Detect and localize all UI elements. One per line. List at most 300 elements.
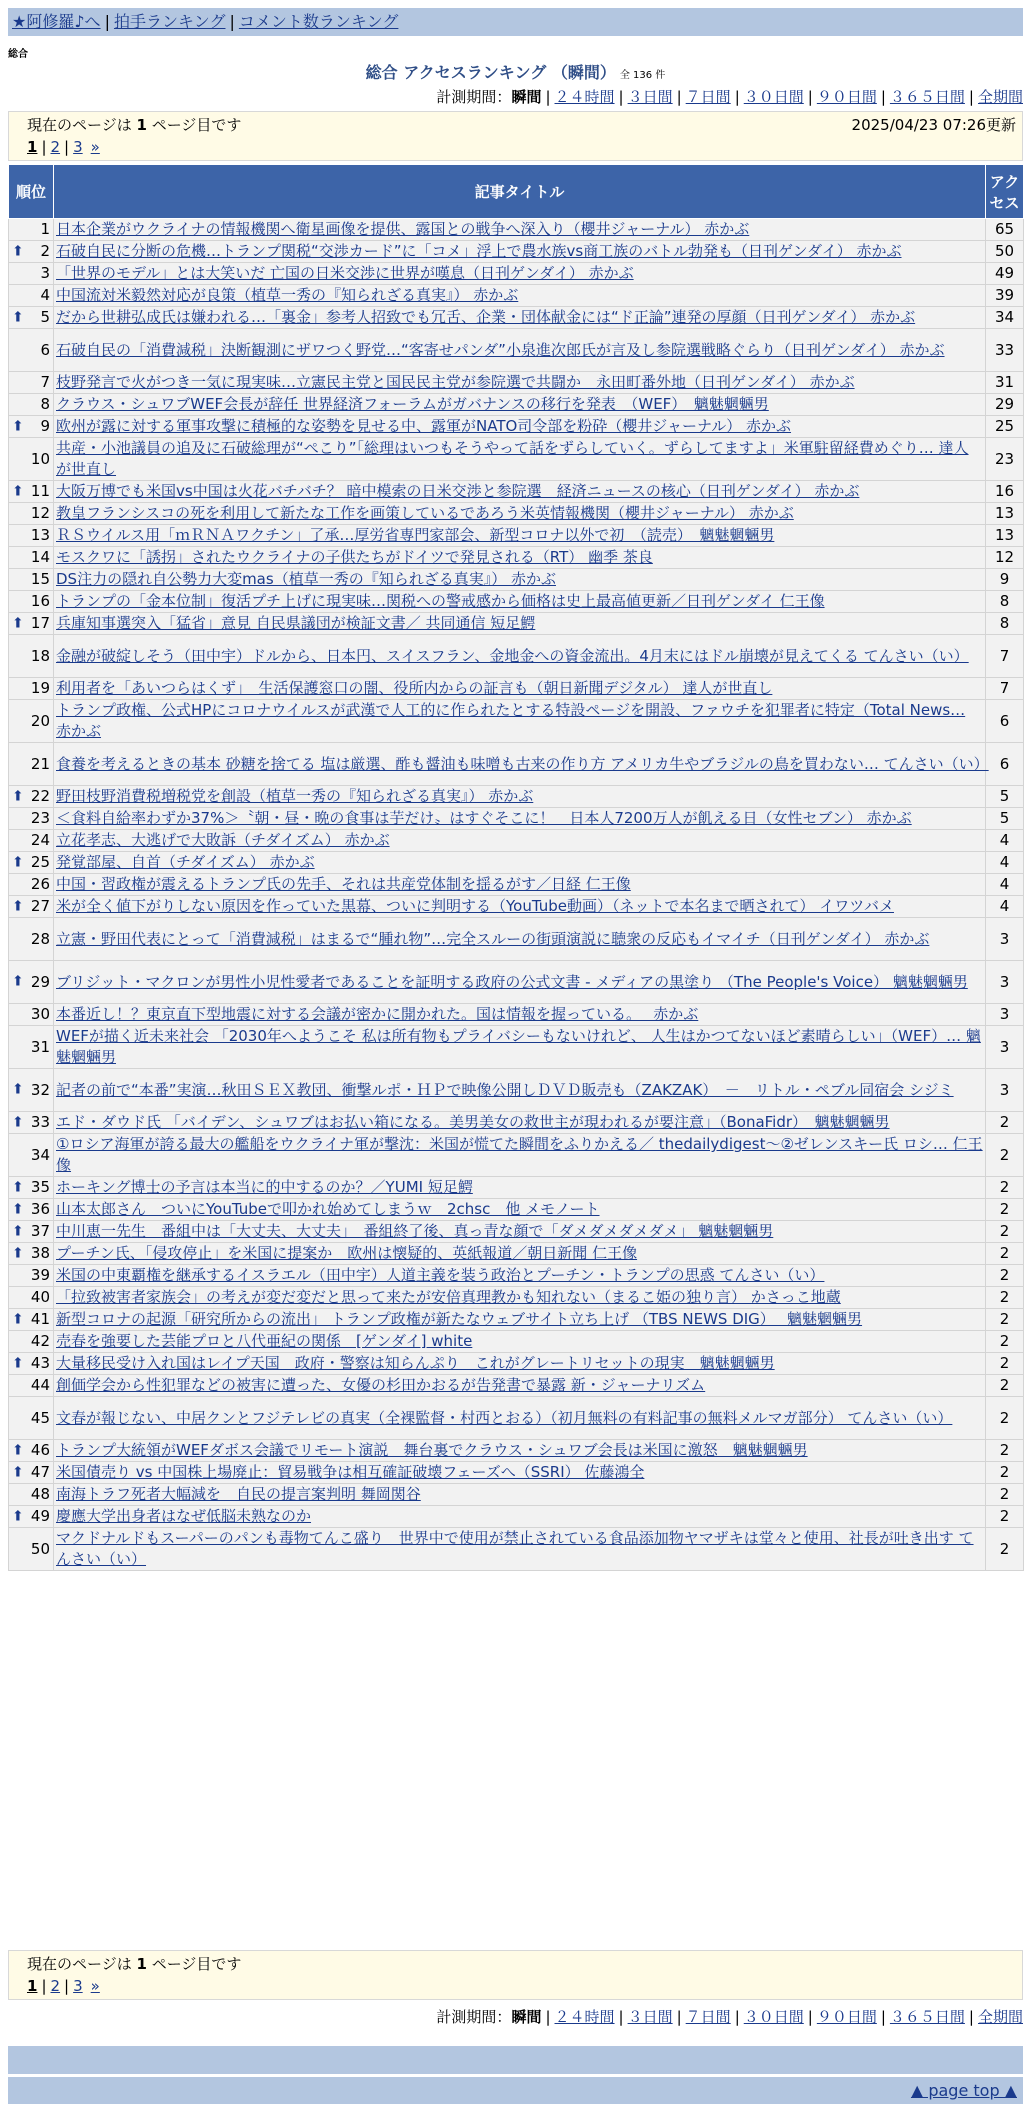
period-link[interactable]: ３６５日間 — [889, 88, 965, 106]
access-count: 31 — [986, 372, 1024, 394]
article-link[interactable]: ブリジット・マクロンが男性小児性愛者であることを証明する政府の公式文書 - メディアの黒塗り （The People's Voice） 魑魅魍魎男 — [56, 972, 968, 991]
rank-cell — [9, 830, 54, 852]
table-row — [9, 700, 1024, 743]
rank-cell — [9, 961, 54, 1004]
rank-number: 18 — [30, 646, 50, 665]
article-link[interactable]: 食養を考えるときの基本 砂糖を捨てる 塩は厳選、酢も醤油も味噌も古来の作り方 アメリカ牛やブラジルの鳥を買わない… てんさい（い） — [56, 754, 989, 773]
rank-cell — [9, 613, 54, 635]
rank-up-arrow-icon: ⬆ — [12, 854, 24, 870]
rank-cell — [9, 503, 54, 525]
article-link[interactable]: ＲＳウイルス用「ｍＲＮＡワクチン」了承…厚労省専門家部会、新型コロナ以外で初 （読売） 魑魅魍魎男 — [56, 526, 775, 544]
title-cell — [54, 481, 986, 503]
period-link[interactable]: ３６５日間 — [889, 2008, 965, 2026]
title-cell — [54, 808, 986, 830]
access-count: 2 — [986, 1243, 1024, 1265]
article-link[interactable]: 「世界のモデル」とは大笑いだ 亡国の日米交渉に世界が嘆息（日刊ゲンダイ） 赤かぶ — [56, 264, 634, 282]
title-cell — [54, 786, 986, 808]
article-link[interactable]: 中国流対米毅然対応が良策（植草一秀の『知られざる真実』） 赤かぶ — [56, 286, 519, 304]
period-separator: | — [734, 2008, 740, 2026]
access-count: 29 — [986, 394, 1024, 416]
table-row — [9, 503, 1024, 525]
table-row — [9, 1243, 1024, 1265]
page-top-link[interactable]: ▲ page top ▲ — [910, 2081, 1017, 2100]
access-count: 5 — [986, 808, 1024, 830]
article-link[interactable]: 中川恵一先生 番組中は「大丈夫、大丈夫」 番組終了後、真っ青な顔で「ダメダメダメダメ」 魑魅魍魎男 — [56, 1222, 774, 1240]
article-link[interactable]: 米が全く値下がりしない原因を作っていた黒幕、ついに判明する（YouTube動画）（ネットで本名まで晒されて） イワツバメ — [56, 897, 894, 915]
rank-cell — [9, 591, 54, 613]
table-row — [9, 1287, 1024, 1309]
page-separator: | — [41, 138, 47, 156]
table-row — [9, 786, 1024, 808]
article-link[interactable]: 立憲・野田代表にとって「消費減税」はまるで“腫れ物”…完全スルーの街頭演説に聴衆の反応もイマイチ（日刊ゲンダイ） 赤かぶ — [56, 929, 930, 948]
article-link[interactable]: 共産・小池議員の追及に石破総理が“ぺこり”「総理はいつもそうやって話をずらしていく。ずらしてますよ」米軍駐留経費めぐり… 達人が世直し — [56, 439, 969, 478]
table-row — [9, 743, 1024, 786]
table-row — [9, 1375, 1024, 1397]
rank-number: 48 — [30, 1485, 50, 1503]
rank-cell — [9, 1069, 54, 1112]
rank-cell — [9, 263, 54, 285]
table-row — [9, 1112, 1024, 1134]
title-cell — [54, 1528, 986, 1571]
table-row — [9, 547, 1024, 569]
rank-cell — [9, 1331, 54, 1353]
period-link[interactable]: ７日間 — [685, 88, 731, 106]
access-count: 7 — [986, 678, 1024, 700]
rank-number: 7 — [40, 373, 50, 391]
current-page-text — [27, 114, 241, 135]
period-link[interactable]: 全期間 — [977, 88, 1023, 106]
rank-number: 38 — [30, 1244, 50, 1262]
rank-number: 25 — [30, 853, 50, 871]
rank-up-arrow-icon: ⬆ — [12, 1081, 24, 1098]
page-links — [27, 1977, 100, 1995]
current-page-text — [27, 1953, 241, 1974]
rank-cell — [9, 874, 54, 896]
rank-cell — [9, 1375, 54, 1397]
table-row — [9, 1462, 1024, 1484]
period-separator: | — [968, 2008, 974, 2026]
rank-cell — [9, 852, 54, 874]
article-link[interactable]: エド・ダウド氏 「バイデン、シュワブはお払い箱になる。美男美女の救世主が現われるが要注意」（BonaFidr） 魑魅魍魎男 — [56, 1113, 890, 1131]
article-link[interactable]: 兵庫知事選突入「猛省」意見 自民県議団が検証文書／ 共同通信 短足鰐 — [56, 614, 536, 632]
period-current: 瞬間 — [511, 2008, 542, 2026]
page-link[interactable]: 2 — [50, 138, 61, 156]
access-count: 2 — [986, 1309, 1024, 1331]
rank-cell — [9, 438, 54, 481]
period-link[interactable]: ３０日間 — [743, 88, 804, 106]
period-label: 計測期間： — [436, 88, 512, 106]
rank-up-arrow-icon: ⬆ — [12, 418, 24, 434]
period-separator: | — [618, 88, 624, 106]
nav-clap-ranking-link[interactable]: 拍手ランキング — [113, 12, 226, 31]
header-access: アクセス — [986, 165, 1024, 219]
period-separator: | — [807, 2008, 813, 2026]
access-count: 3 — [986, 961, 1024, 1004]
rank-cell — [9, 786, 54, 808]
rank-up-arrow-icon: ⬆ — [12, 243, 24, 259]
title-cell — [54, 1026, 986, 1069]
rank-up-arrow-icon: ⬆ — [12, 309, 24, 325]
table-row — [9, 1397, 1024, 1440]
rank-cell — [9, 1397, 54, 1440]
table-row — [9, 569, 1024, 591]
article-link[interactable]: 立花孝志、大逃げで大敗訴（チダイズム） 赤かぶ — [56, 831, 390, 849]
article-link[interactable]: WEFが描く近未来社会 「2030年へようこそ 私は所有物もプライバシーもないけれど、 人生はかつてないほど素晴らしい」（WEF）… 魑魅魍魎男 — [56, 1027, 981, 1066]
period-separator: | — [618, 2008, 624, 2026]
rank-number: 32 — [30, 1080, 50, 1099]
page-link[interactable]: 3 — [73, 1977, 83, 1995]
table-row — [9, 1221, 1024, 1243]
article-link[interactable]: 新型コロナの起源「研究所からの流出」 トランプ政権が新たなウェブサイト立ち上げ （TBS NEWS DIG） 魑魅魍魎男 — [56, 1310, 863, 1328]
title-cell — [54, 547, 986, 569]
access-count: 2 — [986, 1221, 1024, 1243]
rank-up-arrow-icon: ⬆ — [12, 1245, 24, 1261]
title-cell — [54, 1069, 986, 1112]
page-separator: | — [41, 1977, 47, 1995]
rank-number: 31 — [30, 1037, 50, 1056]
rank-cell — [9, 678, 54, 700]
rank-number: 6 — [40, 340, 50, 359]
rank-up-arrow-icon: ⬆ — [12, 1223, 24, 1239]
title-cell — [54, 372, 986, 394]
article-link[interactable]: 南海トラフ死者大幅減を 自民の提言案判明 舞岡関谷 — [56, 1485, 421, 1503]
access-count: 2 — [986, 1440, 1024, 1462]
period-separator: | — [968, 88, 974, 106]
table-row — [9, 1265, 1024, 1287]
period-selector-bottom — [436, 2006, 1023, 2027]
title-cell — [54, 830, 986, 852]
rank-number: 9 — [40, 417, 50, 435]
table-row — [9, 438, 1024, 481]
article-link[interactable]: 米国債売り vs 中国株上場廃止：貿易戦争は相互確証破壊フェーズへ（SSRI） 佐藤鴻全 — [56, 1463, 645, 1481]
rank-number: 24 — [30, 831, 50, 849]
period-selector-top — [436, 86, 1023, 107]
table-row — [9, 678, 1024, 700]
page-separator: | — [64, 138, 70, 156]
ranking-rows — [9, 219, 1024, 1571]
rank-cell — [9, 1309, 54, 1331]
period-separator: | — [676, 88, 682, 106]
page-separator: | — [64, 1977, 70, 1995]
access-count: 33 — [986, 329, 1024, 372]
table-row — [9, 394, 1024, 416]
access-count: 50 — [986, 241, 1024, 263]
rank-cell — [9, 1484, 54, 1506]
ranking-title: 総合 アクセスランキング （瞬間） — [365, 63, 616, 82]
article-link[interactable]: トランプ大統領がWEFダボス会議でリモート演説 舞台裏でクラウス・シュワブ会長は米国に激怒 魑魅魍魎男 — [56, 1441, 808, 1459]
page-link[interactable]: 2 — [50, 1977, 61, 1995]
access-count: 2 — [986, 1462, 1024, 1484]
table-row — [9, 1134, 1024, 1177]
rank-number: 44 — [30, 1376, 50, 1394]
period-separator: | — [545, 2008, 551, 2026]
rank-cell — [9, 1440, 54, 1462]
period-link[interactable]: ２４時間 — [554, 2008, 615, 2026]
access-count: 2 — [986, 1265, 1024, 1287]
rank-number: 36 — [30, 1200, 50, 1218]
rank-number: 43 — [30, 1354, 50, 1372]
rank-number: 35 — [30, 1178, 50, 1196]
access-count: 4 — [986, 874, 1024, 896]
table-row — [9, 635, 1024, 678]
period-link[interactable]: ２４時間 — [554, 88, 615, 106]
rank-number: 17 — [30, 614, 50, 632]
rank-up-arrow-icon: ⬆ — [12, 1442, 24, 1458]
article-link[interactable]: ホーキング博士の予言は本当に的中するのか？／YUMI 短足鰐 — [56, 1178, 473, 1196]
period-separator: | — [734, 88, 740, 106]
rank-cell — [9, 1177, 54, 1199]
nav-separator: | — [229, 12, 235, 31]
access-count: 5 — [986, 786, 1024, 808]
page-next-link[interactable]: » — [90, 1977, 100, 1995]
title-cell — [54, 285, 986, 307]
access-count: 16 — [986, 481, 1024, 503]
page-next-link[interactable]: » — [90, 138, 100, 156]
period-link[interactable]: 全期間 — [977, 2008, 1023, 2026]
rank-number: 37 — [30, 1222, 50, 1240]
access-count: 49 — [986, 263, 1024, 285]
table-row — [9, 263, 1024, 285]
rank-cell — [9, 1243, 54, 1265]
rank-cell — [9, 635, 54, 678]
rank-up-arrow-icon: ⬆ — [12, 1311, 24, 1327]
page-link-current[interactable]: 1 — [27, 138, 38, 156]
rank-number: 2 — [40, 242, 50, 260]
period-link[interactable]: ９０日間 — [816, 88, 877, 106]
article-link[interactable]: 大阪万博でも米国vs中国は火花バチバチ？ 暗中模索の日米交渉と参院選 経済ニュースの核心（日刊ゲンダイ） 赤かぶ — [56, 482, 860, 500]
rank-up-arrow-icon: ⬆ — [12, 788, 24, 804]
title-cell — [54, 961, 986, 1004]
article-link[interactable]: ＜食料自給率わずか37%＞〝朝・昼・晩の食事は芋だけ〟はすぐそこに！ 日本人7200万人が飢える日（女性セブン） 赤かぶ — [56, 809, 912, 827]
title-cell — [54, 1331, 986, 1353]
page-link[interactable]: 3 — [73, 138, 83, 156]
rank-number: 3 — [40, 264, 50, 282]
title-cell — [54, 241, 986, 263]
rank-cell — [9, 547, 54, 569]
nav-home-link[interactable]: ★阿修羅♪へ — [12, 12, 101, 31]
rank-cell — [9, 743, 54, 786]
table-row — [9, 852, 1024, 874]
title-cell — [54, 1243, 986, 1265]
access-count: 2 — [986, 1287, 1024, 1309]
rank-cell — [9, 285, 54, 307]
current-page-number: 1 — [136, 1955, 147, 1973]
article-link[interactable]: クラウス・シュワブWEF会長が辞任 世界経済フォーラムがガバナンスの移行を発表 （WEF） 魑魅魍魎男 — [56, 395, 769, 413]
article-link[interactable]: 記者の前で“本番”実演…秋田ＳＥＸ教団、衝撃ルポ・ＨＰで映像公開しＤＶＤ販売も（ZAKZAK） － リトル・ペブル同宿会 シジミ — [56, 1080, 954, 1099]
table-row — [9, 874, 1024, 896]
title-cell — [54, 1353, 986, 1375]
page-links — [27, 138, 100, 156]
title-cell — [54, 1440, 986, 1462]
article-link[interactable]: モスクワに「誘拐」されたウクライナの子供たちがドイツで発見される（RT） 幽季 茶良 — [56, 548, 653, 566]
title-cell — [54, 896, 986, 918]
table-row — [9, 1331, 1024, 1353]
rank-number: 10 — [30, 449, 50, 468]
rank-number: 12 — [30, 504, 50, 522]
rank-cell — [9, 896, 54, 918]
rank-cell — [9, 372, 54, 394]
article-link[interactable]: トランプの「金本位制」復活プチ上げに現実味…関税への警戒感から価格は史上最高値更新／日刊ゲンダイ 仁王像 — [56, 592, 825, 610]
rank-cell — [9, 918, 54, 961]
title-cell — [54, 852, 986, 874]
pager-top — [8, 111, 1023, 161]
rank-number: 33 — [30, 1113, 50, 1131]
article-link[interactable]: 石破自民の「消費減税」決断観測にザワつく野党…“客寄せパンダ”小泉進次郎氏が言及し参院選戦略ぐらり（日刊ゲンダイ） 赤かぶ — [56, 340, 945, 359]
footer-bar — [8, 2046, 1023, 2074]
article-link[interactable]: 「拉致被害者家族会」の考えが変だ変だと思って来たが安倍真理教かも知れない（まるこ姫の独り言） かさっこ地蔵 — [56, 1288, 841, 1306]
header-title: 記事タイトル — [54, 165, 986, 219]
access-count: 3 — [986, 918, 1024, 961]
article-link[interactable]: 日本企業がウクライナの情報機関へ衛星画像を提供、露国との戦争へ深入り（櫻井ジャーナル） 赤かぶ — [56, 220, 750, 238]
article-link[interactable]: ①ロシア海軍が誇る最大の艦船をウクライナ軍が撃沈：米国が慌てた瞬間をふりかえる／ thedailydigest～②ゼレンスキー氏 ロシ… 仁王像 — [56, 1135, 983, 1174]
rank-up-arrow-icon: ⬆ — [12, 1508, 24, 1524]
article-link[interactable]: トランプ政権、公式HPにコロナウイルスが武漢で人工的に作られたとする特設ページを開設、ファウチを犯罪者に特定（Total News… 赤かぶ — [56, 701, 966, 740]
rank-cell — [9, 569, 54, 591]
rank-number: 16 — [30, 592, 50, 610]
access-count: 6 — [986, 743, 1024, 786]
rank-cell — [9, 808, 54, 830]
article-link[interactable]: 大量移民受け入れ国はレイプ天国 政府・警察は知らんぷり これがグレートリセットの現実 魑魅魍魎男 — [56, 1354, 775, 1372]
title-cell — [54, 918, 986, 961]
rank-number: 22 — [30, 787, 50, 805]
title-cell — [54, 743, 989, 786]
period-link[interactable]: ３０日間 — [743, 2008, 804, 2026]
rank-cell — [9, 1528, 54, 1571]
page-link-current[interactable]: 1 — [27, 1977, 38, 1995]
rank-number: 27 — [30, 897, 50, 915]
rank-number: 28 — [30, 929, 50, 948]
title-cell — [54, 1199, 986, 1221]
article-link[interactable]: 山本太郎さん ついにYouTubeで叩かれ始めてしまうｗ 2chsc 他 メモノート — [56, 1200, 600, 1218]
current-page-number: 1 — [136, 116, 147, 134]
table-row — [9, 1199, 1024, 1221]
access-count: 2 — [986, 1506, 1024, 1528]
title-cell — [54, 1221, 986, 1243]
rank-cell — [9, 525, 54, 547]
rank-number: 46 — [30, 1441, 50, 1459]
period-link[interactable]: ７日間 — [685, 2008, 731, 2026]
article-link[interactable]: 本番近し！？東京直下型地震に対する会議が密かに開かれた。国は情報を握っている。 赤かぶ — [56, 1005, 699, 1023]
period-label: 計測期間： — [436, 2008, 512, 2026]
rank-number: 14 — [30, 548, 50, 566]
table-row — [9, 1309, 1024, 1331]
access-count: 8 — [986, 591, 1024, 613]
period-link[interactable]: ３日間 — [627, 88, 673, 106]
article-link[interactable]: 売春を強要した芸能プロと八代亜紀の関係 [ゲンダイ] white — [56, 1332, 473, 1350]
title-cell — [54, 1004, 986, 1026]
table-row — [9, 613, 1024, 635]
article-link[interactable]: 枝野発言で火がつき一気に現実味…立憲民主党と国民民主党が参院選で共闘か 永田町番外地（日刊ゲンダイ） 赤かぶ — [56, 373, 855, 391]
rank-cell — [9, 1462, 54, 1484]
header-rank: 順位 — [9, 165, 54, 219]
table-row — [9, 918, 1024, 961]
period-link[interactable]: ９０日間 — [816, 2008, 877, 2026]
table-row — [9, 372, 1024, 394]
access-count: 2 — [986, 1331, 1024, 1353]
rank-cell — [9, 219, 54, 241]
table-row — [9, 1353, 1024, 1375]
title-cell — [54, 503, 986, 525]
rank-cell — [9, 1026, 54, 1069]
rank-cell — [9, 1004, 54, 1026]
rank-up-arrow-icon: ⬆ — [12, 1179, 24, 1195]
table-row — [9, 1177, 1024, 1199]
access-count: 2 — [986, 1484, 1024, 1506]
table-row — [9, 416, 1024, 438]
rank-cell — [9, 1221, 54, 1243]
access-count: 2 — [986, 1134, 1024, 1177]
article-link[interactable]: 創価学会から性犯罪などの被害に遭った、女優の杉田かおるが告発書で暴露 新・ジャーナリズム — [56, 1376, 706, 1394]
nav-comment-ranking-link[interactable]: コメント数ランキング — [238, 12, 399, 31]
rank-cell — [9, 700, 54, 743]
current-page-post: ページ目です — [151, 116, 242, 134]
access-count: 3 — [986, 1069, 1024, 1112]
article-link[interactable]: 金融が破綻しそう（田中宇）ドルから、日本円、スイスフラン、金地金への資金流出。4月末にはドル崩壊が見えてくる てんさい（い） — [56, 646, 969, 665]
article-link[interactable]: 文春が報じない、中居クンとフジテレビの真実（全裸監督・村西とおる）（初月無料の有料記事の無料メルマガ部分） てんさい（い） — [56, 1408, 953, 1427]
current-page-pre: 現在のページは — [27, 116, 132, 134]
title-cell — [54, 1177, 986, 1199]
article-link[interactable]: 欧州が露に対する軍事攻撃に積極的な姿勢を見せる中、露軍がNATO司令部を粉砕（櫻井ジャーナル） 赤かぶ — [56, 417, 792, 435]
footer-page-top-bar — [8, 2077, 1023, 2104]
access-count: 9 — [986, 569, 1024, 591]
updated-timestamp: 2025/04/23 07:26更新 — [851, 116, 1016, 134]
title-cell — [54, 307, 986, 329]
article-link[interactable]: 石破自民に分断の危機…トランプ関税“交渉カード”に「コメ」浮上で農水族vs商工族のバトル勃発も（日刊ゲンダイ） 赤かぶ — [56, 242, 902, 260]
article-link[interactable]: 発覚部屋、自首（チダイズム） 赤かぶ — [56, 853, 315, 871]
rank-number: 1 — [40, 220, 50, 238]
article-link[interactable]: だから世耕弘成氏は嫌われる…「裏金」参考人招致でも冗舌、企業・団体献金には“ド正論”連発の厚顔（日刊ゲンダイ） 赤かぶ — [56, 308, 916, 326]
article-link[interactable]: 米国の中東覇権を継承するイスラエル（田中宇）人道主義を装う政治とプーチン・トランプの思惑 てんさい（い） — [56, 1266, 825, 1284]
title-cell — [54, 219, 986, 241]
access-count: 25 — [986, 416, 1024, 438]
access-count: 4 — [986, 852, 1024, 874]
rank-number: 21 — [30, 754, 50, 773]
rank-number: 20 — [30, 711, 50, 730]
rank-number: 23 — [30, 809, 50, 827]
table-row — [9, 830, 1024, 852]
rank-number: 15 — [30, 570, 50, 588]
title-cell — [54, 1134, 986, 1177]
top-nav-bar — [8, 8, 1023, 36]
article-link[interactable]: プーチン氏、「侵攻停止」を米国に提案か 欧州は懐疑的、英紙報道／朝日新聞 仁王像 — [56, 1244, 638, 1262]
rank-number: 41 — [30, 1310, 50, 1328]
period-separator: | — [807, 88, 813, 106]
article-link[interactable]: DS注力の隠れ自公勢力大変mas（植草一秀の『知られざる真実』） 赤かぶ — [56, 570, 556, 588]
access-count: 7 — [986, 635, 1024, 678]
article-link[interactable]: 慶應大学出身者はなぜ低脳未熟なのか — [56, 1507, 312, 1525]
table-row — [9, 329, 1024, 372]
access-count: 2 — [986, 1528, 1024, 1571]
article-link[interactable]: 利用者を「あいつらはくず」 生活保護窓口の闇、役所内からの証言も（朝日新聞デジタル） 達人が世直し — [56, 679, 773, 697]
title-cell — [54, 525, 986, 547]
article-link[interactable]: 中国・習政権が震えるトランプ氏の先手、それは共産党体制を揺るがす／日経 仁王像 — [56, 875, 631, 893]
page-title — [0, 60, 1031, 83]
current-page-post: ページ目です — [151, 1955, 242, 1973]
access-count: 8 — [986, 613, 1024, 635]
table-row — [9, 808, 1024, 830]
table-row — [9, 896, 1024, 918]
rank-number: 29 — [30, 972, 50, 991]
article-link[interactable]: マクドナルドもスーパーのパンも毒物てんこ盛り 世界中で使用が禁止されている食品添加物ヤマザキは堂々と使用、社長が吐き出す てんさい（い） — [56, 1529, 974, 1568]
access-count: 4 — [986, 830, 1024, 852]
access-count: 34 — [986, 307, 1024, 329]
article-link[interactable]: 野田枝野消費税増税党を創設（植草一秀の『知られざる真実』） 赤かぶ — [56, 787, 534, 805]
article-link[interactable]: 教皇フランシスコの死を利用して新たな工作を画策しているであろう米英情報機関（櫻井ジャーナル） 赤かぶ — [56, 504, 794, 522]
rank-cell — [9, 481, 54, 503]
period-link[interactable]: ３日間 — [627, 2008, 673, 2026]
rank-number: 30 — [30, 1005, 50, 1023]
access-count: 2 — [986, 1375, 1024, 1397]
